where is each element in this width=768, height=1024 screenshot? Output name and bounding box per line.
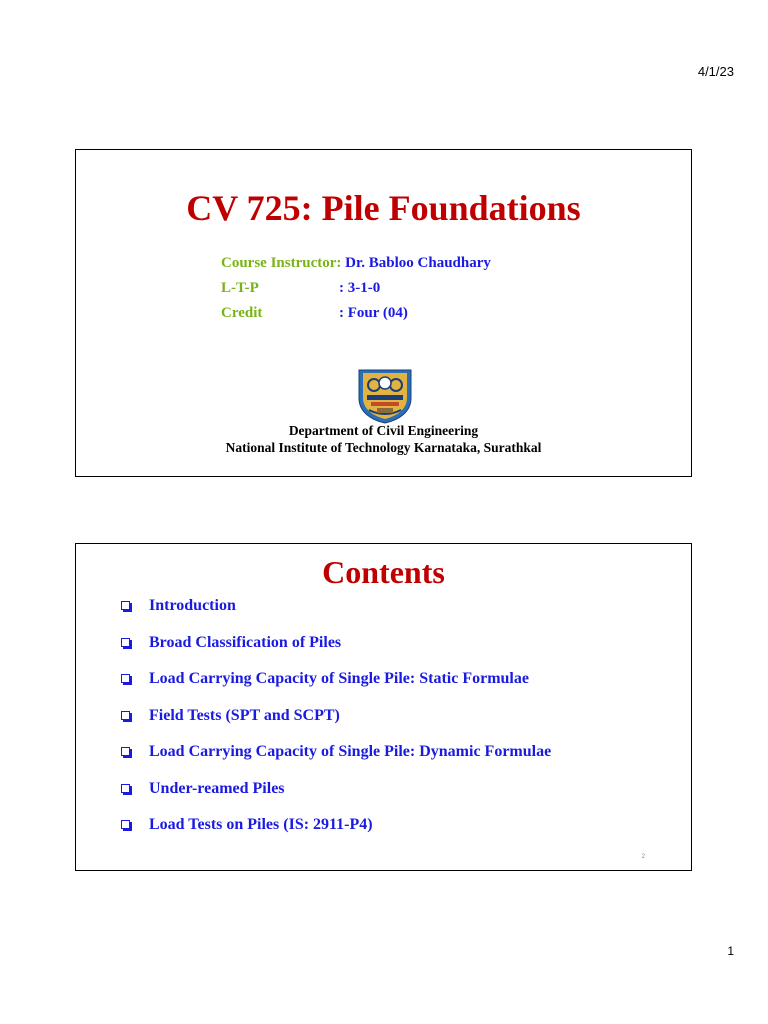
list-item-text: Load Carrying Capacity of Single Pile: Static Formulae <box>149 670 529 687</box>
ltp-value: : 3-1-0 <box>339 280 381 296</box>
checkbox-bullet-icon <box>121 784 130 793</box>
checkbox-bullet-icon <box>121 747 130 756</box>
checkbox-bullet-icon <box>121 820 130 829</box>
checkbox-bullet-icon <box>121 674 130 683</box>
list-item-text: Introduction <box>149 597 236 614</box>
ltp-label: L-T-P <box>221 280 259 296</box>
list-item-text: Load Carrying Capacity of Single Pile: Dynamic Formulae <box>149 743 552 760</box>
credit-value: : Four (04) <box>339 305 408 321</box>
page-number: 1 <box>727 944 734 958</box>
checkbox-bullet-icon <box>121 638 130 647</box>
department-name: Department of Civil Engineering <box>288 423 479 438</box>
title-slide <box>75 149 692 477</box>
institute-name: National Institute of Technology Karnataka, Surathkal <box>225 440 542 455</box>
instructor-label: Course Instructor: <box>221 255 342 271</box>
contents-slide <box>75 543 692 871</box>
credit-label: Credit <box>221 305 263 321</box>
list-item-text: Under-reamed Piles <box>149 779 285 797</box>
contents-title: Contents <box>322 554 445 590</box>
ltp-row <box>221 279 381 297</box>
instructor-row <box>221 254 491 272</box>
instructor-name: Dr. Babloo Chaudhary <box>345 255 491 271</box>
checkbox-bullet-icon <box>121 601 130 610</box>
checkbox-bullet-icon <box>121 711 130 720</box>
credit-row <box>221 304 408 322</box>
list-item-text: Field Tests (SPT and SCPT) <box>149 706 340 724</box>
list-item-text: Broad Classification of Piles <box>149 633 342 651</box>
print-date: 4/1/23 <box>697 64 734 79</box>
slide-number: 2 <box>641 854 645 860</box>
institute-logo <box>355 368 415 424</box>
course-title: CV 725: Pile Foundations <box>186 188 581 228</box>
list-item-text: Load Tests on Piles (IS: 2911-P4) <box>149 816 373 833</box>
